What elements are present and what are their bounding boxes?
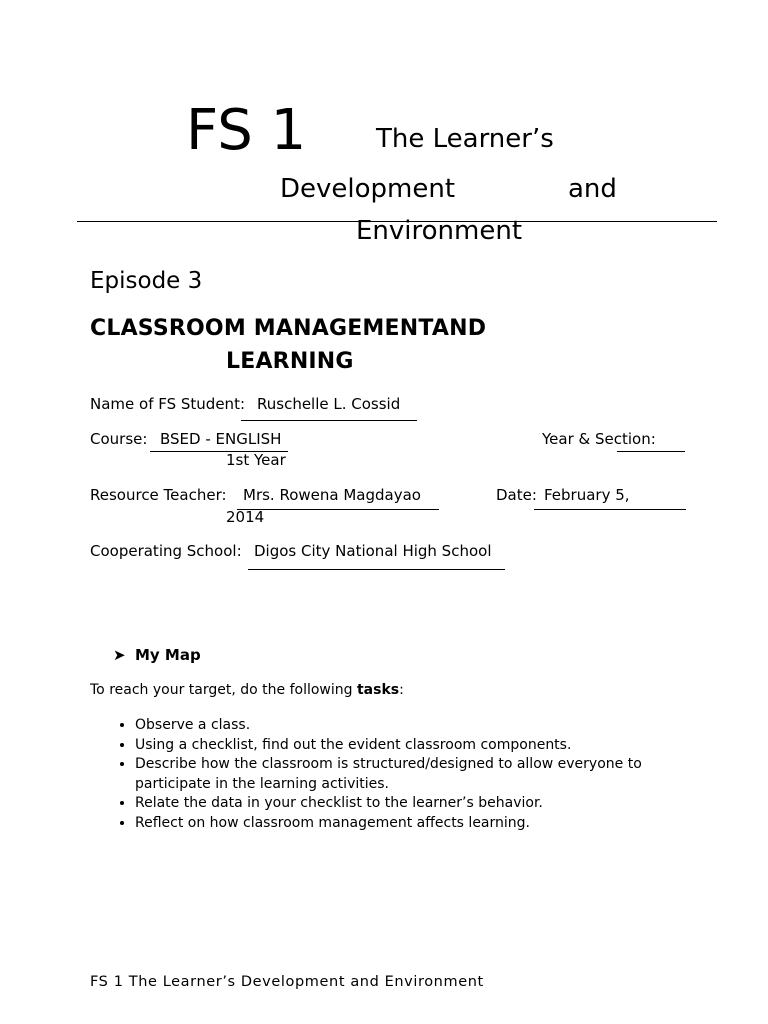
date-value: February 5, bbox=[544, 486, 630, 504]
course-label: Course: bbox=[90, 430, 148, 448]
tasks-intro bbox=[90, 683, 404, 697]
tasks-intro-colon: : bbox=[399, 682, 404, 698]
teacher-value: Mrs. Rowena Magdayao bbox=[243, 486, 421, 504]
school-underline bbox=[248, 569, 505, 570]
student-underline bbox=[241, 420, 417, 421]
date-continuation: 2014 bbox=[226, 508, 265, 526]
title-word-development: Development bbox=[280, 174, 456, 204]
year-section-label: Year & Section: bbox=[542, 430, 656, 448]
page-footer: FS 1 The Learner’s Development and Environment bbox=[90, 974, 484, 990]
task-item: • Reflect on how classroom management affects learning. bbox=[135, 814, 695, 834]
arrow-bullet-icon: ➤ bbox=[113, 646, 126, 664]
task-item: • Using a checklist, find out the evident classroom components. bbox=[135, 736, 695, 756]
year-section-underline bbox=[617, 451, 685, 452]
teacher-label: Resource Teacher: bbox=[90, 486, 227, 504]
student-label: Name of FS Student: bbox=[90, 395, 246, 413]
tasks-intro-text: To reach your target, do the following bbox=[90, 682, 357, 698]
episode-heading-line-2: LEARNING bbox=[226, 349, 354, 374]
tasks-intro-bold: tasks bbox=[356, 682, 400, 698]
school-value: Digos City National High School bbox=[254, 542, 492, 560]
school-label: Cooperating School: bbox=[90, 542, 242, 560]
task-item: • Describe how the classroom is structured/designed to allow everyone to participate in the learning activities. bbox=[135, 755, 695, 794]
course-code: FS 1 bbox=[186, 98, 307, 163]
date-underline bbox=[534, 509, 686, 510]
date-label: Date: bbox=[496, 486, 537, 504]
course-value: BSED - ENGLISH bbox=[160, 430, 282, 448]
title-word-environment: Environment bbox=[356, 216, 523, 246]
episode-heading-line-1: CLASSROOM MANAGEMENTAND bbox=[90, 316, 487, 341]
task-item: • Relate the data in your checklist to the learner’s behavior. bbox=[135, 794, 695, 814]
task-item: • Observe a class. bbox=[135, 716, 695, 736]
my-map-label: My Map bbox=[135, 646, 201, 664]
title-word-and: and bbox=[568, 174, 617, 204]
course-continuation: 1st Year bbox=[226, 451, 286, 469]
student-value: Ruschelle L. Cossid bbox=[257, 395, 401, 413]
task-list bbox=[112, 716, 695, 833]
title-line-1: The Learner’s bbox=[376, 124, 554, 154]
teacher-underline bbox=[237, 509, 439, 510]
episode-label: Episode 3 bbox=[90, 268, 203, 294]
